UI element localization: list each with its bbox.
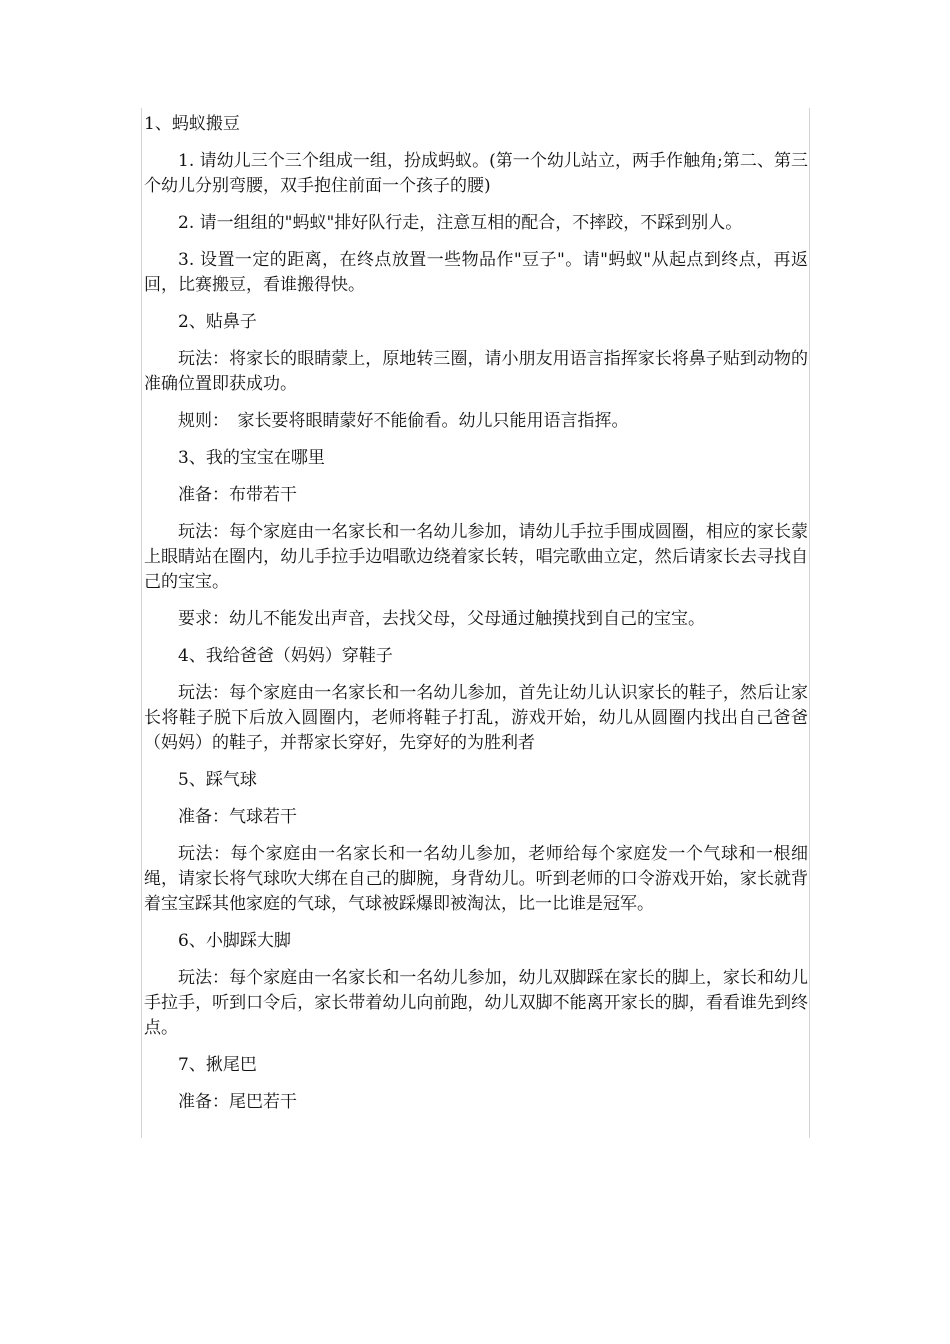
section-title-ant-carry-beans: 1、蚂蚁搬豆 <box>144 114 240 134</box>
paragraph: 玩法：每个家庭由一名家长和一名幼儿参加，首先让幼儿认识家长的鞋子，然后让家长将鞋子脱下后放入圆圈内，老师将鞋子打乱，游戏开始，幼儿从圆圈内找出自己爸爸（妈妈）的鞋子，并帮家长穿好，先穿好的为胜利者 <box>144 683 808 753</box>
paragraph: 规则： 家长要将眼睛蒙好不能偷看。幼儿只能用语言指挥。 <box>178 411 629 431</box>
paragraph: 准备：布带若干 <box>178 485 297 505</box>
paragraph: 玩法：每个家庭由一名家长和一名幼儿参加，幼儿双脚踩在家长的脚上，家长和幼儿手拉手，听到口令后，家长带着幼儿向前跑，幼儿双脚不能离开家长的脚，看看谁先到终点。 <box>144 968 808 1038</box>
paragraph: 玩法：每个家庭由一名家长和一名幼儿参加，请幼儿手拉手围成圆圈，相应的家长蒙上眼睛站在圈内，幼儿手拉手边唱歌边绕着家长转，唱完歌曲立定，然后请家长去寻找自己的宝宝。 <box>144 522 808 592</box>
paragraph: 3. 设置一定的距离，在终点放置一些物品作"豆子"。请"蚂蚁"从起点到终点，再返回，比赛搬豆，看谁搬得快。 <box>144 250 808 295</box>
paragraph: 准备：气球若干 <box>178 807 297 827</box>
section-title-small-feet-big-feet: 6、小脚踩大脚 <box>178 931 291 951</box>
paragraph: 要求：幼儿不能发出声音，去找父母，父母通过触摸找到自己的宝宝。 <box>178 609 705 629</box>
section-title-put-on-shoes: 4、我给爸爸（妈妈）穿鞋子 <box>178 646 393 666</box>
paragraph: 2. 请一组组的"蚂蚁"排好队行走，注意互相的配合，不摔跤，不踩到别人。 <box>178 213 743 233</box>
section-title-where-is-my-baby: 3、我的宝宝在哪里 <box>178 448 325 468</box>
paragraph: 玩法：将家长的眼睛蒙上，原地转三圈，请小朋友用语言指挥家长将鼻子贴到动物的准确位置即获成功。 <box>144 349 808 394</box>
paragraph: 玩法：每个家庭由一名家长和一名幼儿参加，老师给每个家庭发一个气球和一根细绳，请家长将气球吹大绑在自己的脚腕，身背幼儿。听到老师的口令游戏开始，家长就背着宝宝踩其他家庭的气球，气球被踩爆即被淘汰，比一比谁是冠军。 <box>144 844 808 914</box>
paragraph: 准备：尾巴若干 <box>178 1092 297 1112</box>
section-title-stomp-balloons: 5、踩气球 <box>178 770 257 790</box>
document-body <box>144 112 808 1127</box>
section-title-grab-tail: 7、揪尾巴 <box>178 1055 257 1075</box>
section-title-stick-nose: 2、贴鼻子 <box>178 312 257 332</box>
paragraph: 1. 请幼儿三个三个组成一组，扮成蚂蚁。(第一个幼儿站立，两手作触角;第二、第三个幼儿分别弯腰，双手抱住前面一个孩子的腰) <box>144 151 808 196</box>
